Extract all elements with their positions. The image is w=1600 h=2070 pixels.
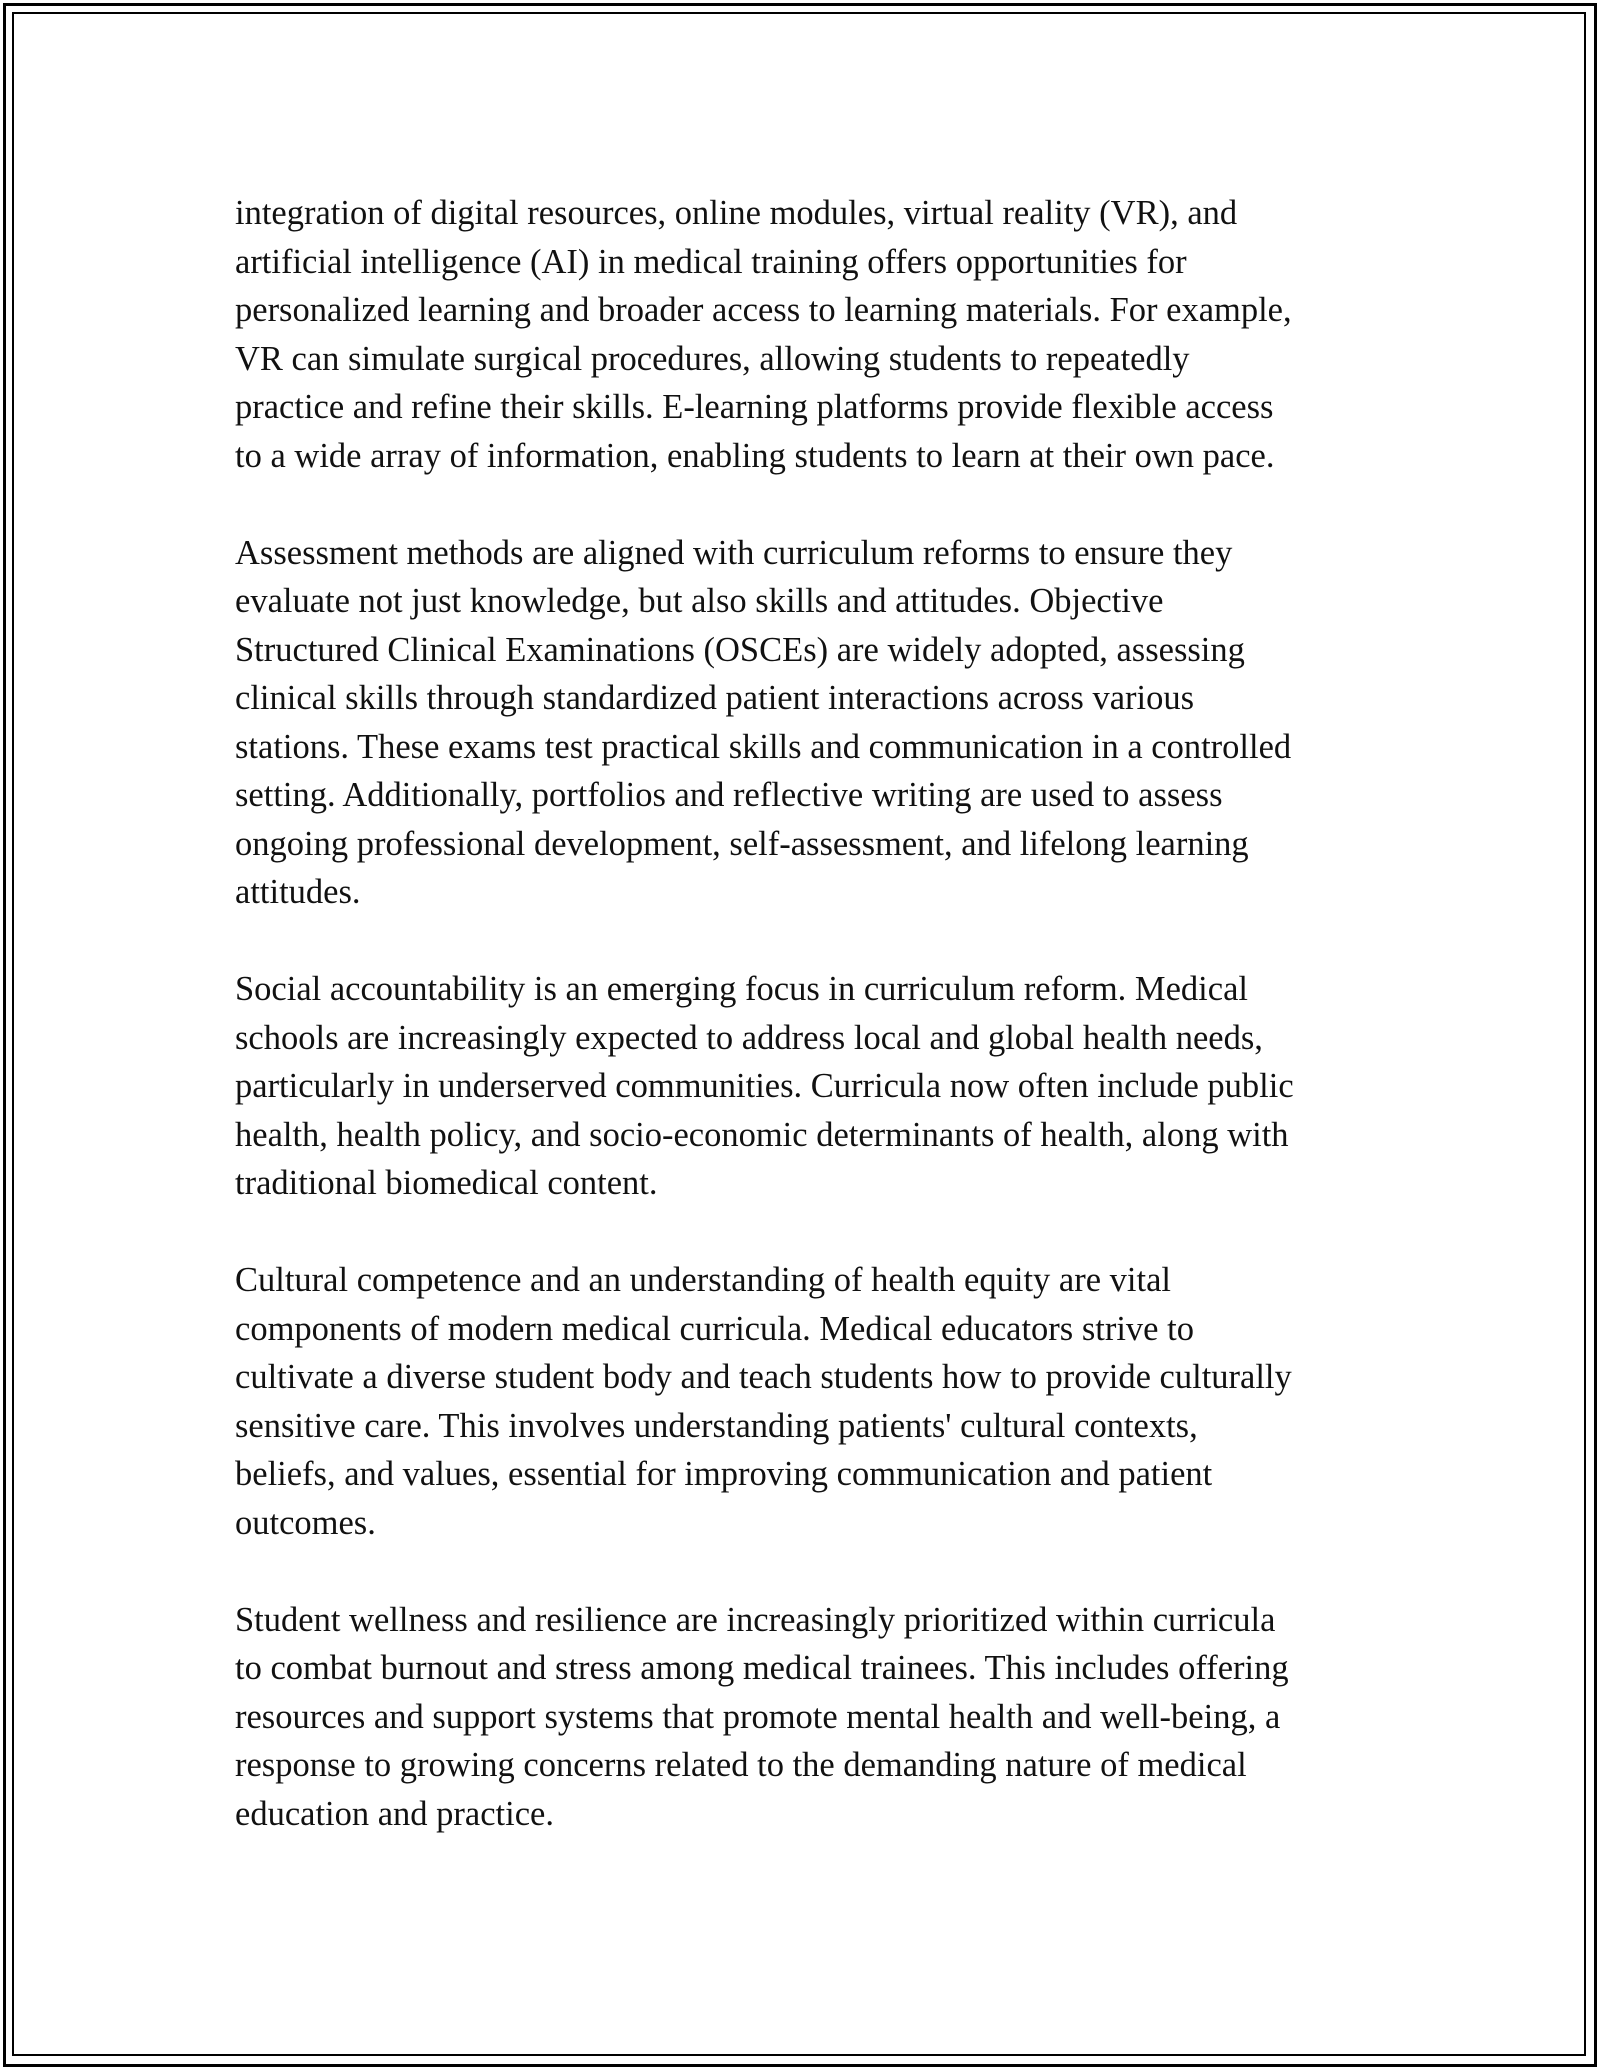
text-line: resources and support systems that promote mental health and well-being, a — [235, 1697, 1281, 1736]
paragraph-social-accountability — [235, 965, 1365, 1208]
text-line: sensitive care. This involves understanding patients' cultural contexts, — [235, 1406, 1198, 1445]
text-line: Social accountability is an emerging focus in curriculum reform. Medical — [235, 970, 1248, 1008]
text-line: Cultural competence and an understanding of health equity are vital — [235, 1261, 1171, 1299]
text-line: practice and refine their skills. E-learning platforms provide flexible access — [235, 388, 1274, 426]
text-line: stations. These exams test practical skills and communication in a controlled — [235, 727, 1292, 766]
text-line: schools are increasingly expected to address local and global health needs, — [235, 1018, 1263, 1057]
text-line: setting. Additionally, portfolios and reflective writing are used to assess — [235, 776, 1223, 814]
document-body — [235, 189, 1365, 1887]
text-line: components of modern medical curricula. Medical educators strive to — [235, 1309, 1194, 1348]
paragraph-cultural-competence — [235, 1256, 1365, 1547]
text-line: outcomes. — [235, 1503, 376, 1542]
text-line: traditional biomedical content. — [235, 1164, 658, 1202]
paragraph-student-wellness — [235, 1596, 1365, 1839]
text-line: artificial intelligence (AI) in medical training offers opportunities for — [235, 242, 1187, 281]
text-line: to combat burnout and stress among medical trainees. This includes offering — [235, 1649, 1289, 1687]
text-line: to a wide array of information, enabling students to learn at their own pace. — [235, 436, 1275, 475]
text-line: ongoing professional development, self-assessment, and lifelong learning — [235, 824, 1249, 863]
text-line: Student wellness and resilience are increasingly prioritized within curricula — [235, 1600, 1276, 1639]
text-line: cultivate a diverse student body and teach students how to provide culturally — [235, 1358, 1292, 1396]
text-line: personalized learning and broader access to learning materials. For example, — [235, 291, 1292, 329]
text-line: evaluate not just knowledge, but also skills and attitudes. Objective — [235, 582, 1164, 620]
text-line: beliefs, and values, essential for improving communication and patient — [235, 1455, 1213, 1493]
text-line: Assessment methods are aligned with curriculum reforms to ensure they — [235, 533, 1233, 572]
text-line: attitudes. — [235, 873, 361, 911]
text-line: Structured Clinical Examinations (OSCEs) are widely adopted, assessing — [235, 630, 1245, 669]
paragraph-assessment-methods — [235, 529, 1365, 917]
text-line: clinical skills through standardized patient interactions across various — [235, 679, 1195, 717]
text-line: VR can simulate surgical procedures, allowing students to repeatedly — [235, 339, 1190, 378]
text-line: education and practice. — [235, 1794, 554, 1833]
text-line: integration of digital resources, online modules, virtual reality (VR), and — [235, 194, 1238, 232]
text-line: health, health policy, and socio-economic determinants of health, along with — [235, 1115, 1289, 1154]
text-line: response to growing concerns related to the demanding nature of medical — [235, 1746, 1247, 1784]
text-line: particularly in underserved communities. Curricula now often include public — [235, 1067, 1294, 1105]
paragraph-digital-resources — [235, 189, 1365, 480]
